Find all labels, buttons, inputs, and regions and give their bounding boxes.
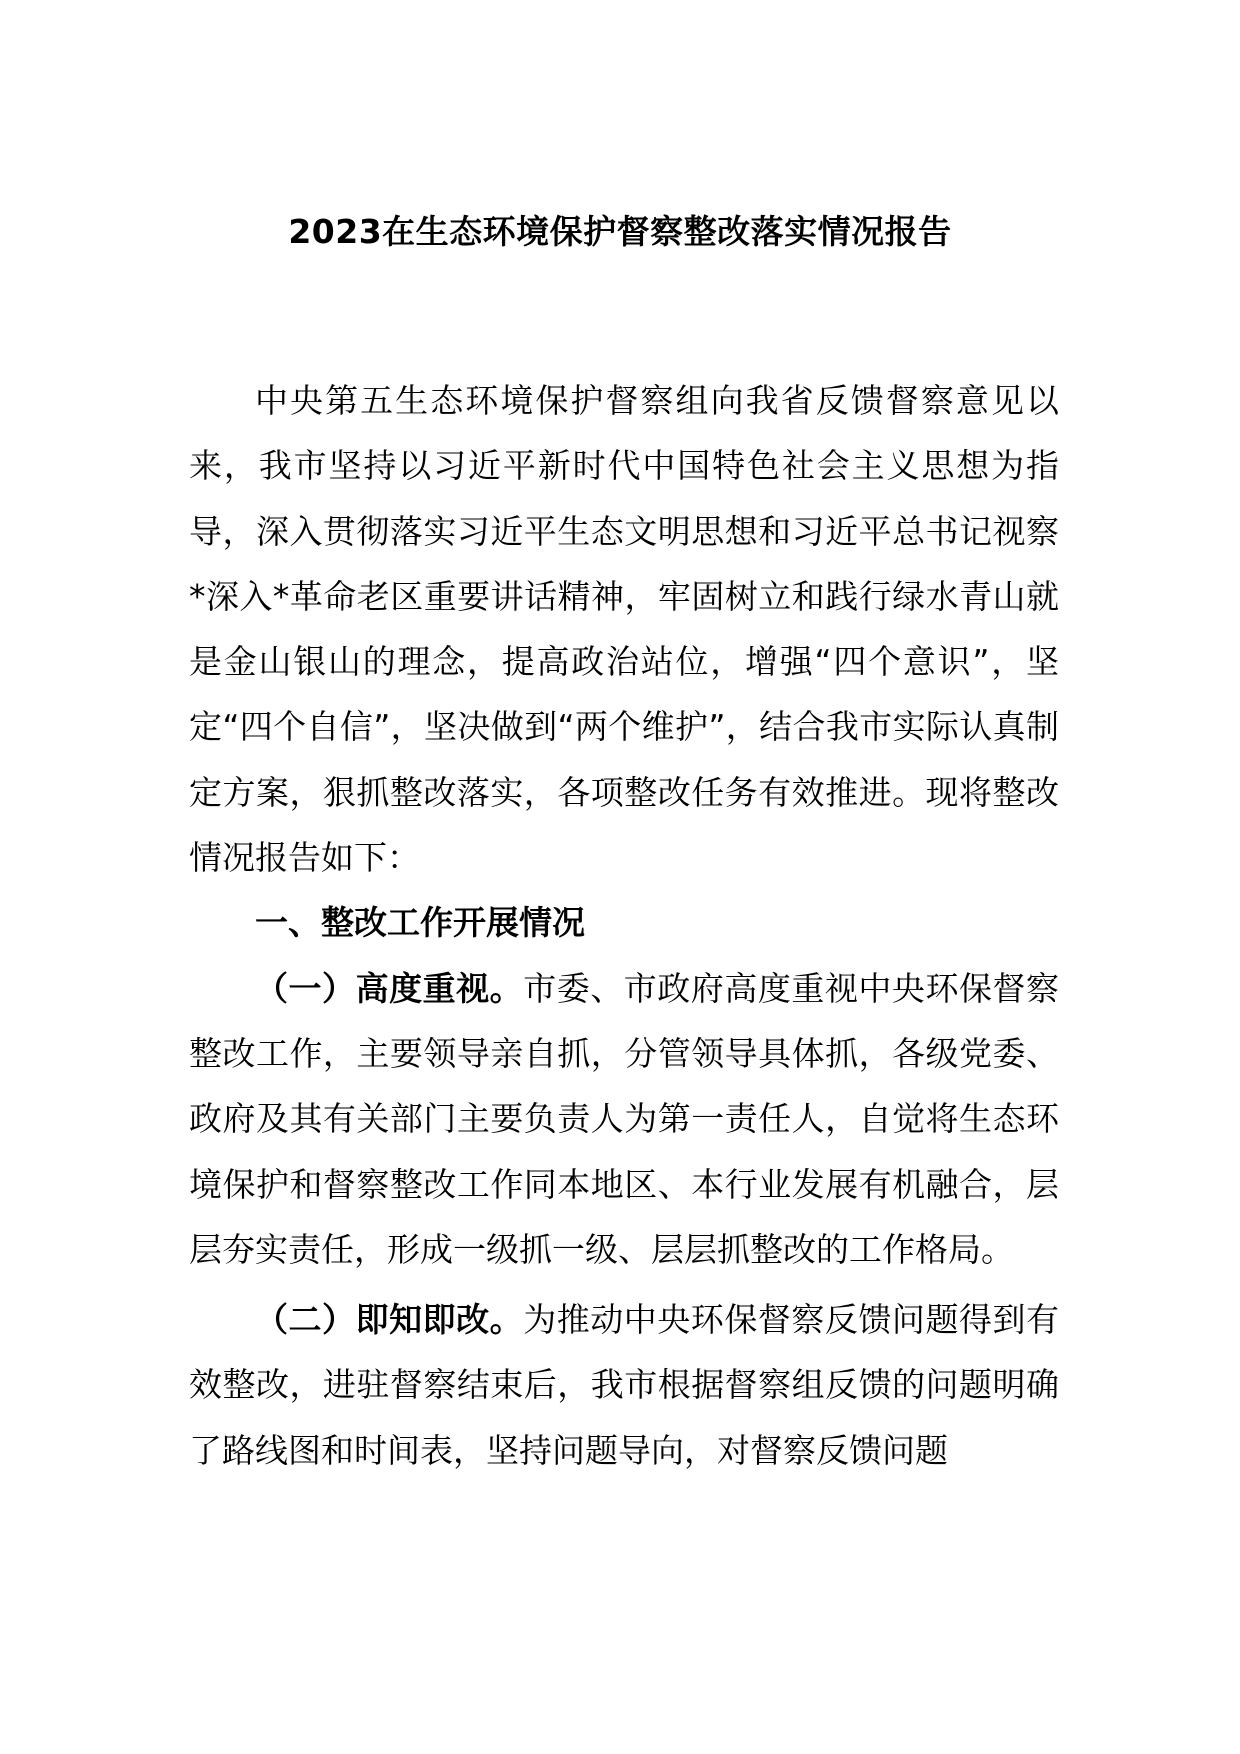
item-2-paragraph (189, 1287, 1059, 1483)
item-1-paragraph (189, 956, 1059, 1282)
document-title: 2023在生态环境保护督察整改落实情况报告 (288, 212, 952, 251)
section-heading: 一、整改工作开展情况 (255, 903, 585, 943)
item-1-lead: （一）高度重视。 (255, 968, 524, 1008)
item-1-text: 市委、市政府高度重视中央环保督察整改工作，主要领导亲自抓，分管领导具体抓，各级党委、政府及其有关部门主要负责人为第一责任人，自觉将生态环境保护和督察整改工作同本地区、本行业发展有机融合，层层夯实责任，形成一级抓一级、层层抓整改的工作格局。 (189, 968, 1060, 1269)
document-body (189, 368, 1059, 1483)
intro-paragraph: 中央第五生态环境保护督察组向我省反馈督察意见以来，我市坚持以习近平新时代中国特色社会主义思想为指导，深入贯彻落实习近平生态文明思想和习近平总书记视察*深入*革命老区重要讲话精神，牢固树立和践行绿水青山就是金山银山的理念，提高政治站位，增强“四个意识”，坚定“四个自信”，坚决做到“两个维护”，结合我市实际认真制定方案，狠抓整改落实，各项整改任务有效推进。现将整改情况报告如下： (189, 381, 1059, 878)
item-2-text: 为推动中央环保督察反馈问题得到有效整改，进驻督察结束后，我市根据督察组反馈的问题明确了路线图和时间表，坚持问题导向，对督察反馈问题 (189, 1300, 1060, 1470)
item-2-lead: （二）即知即改。 (255, 1300, 524, 1340)
